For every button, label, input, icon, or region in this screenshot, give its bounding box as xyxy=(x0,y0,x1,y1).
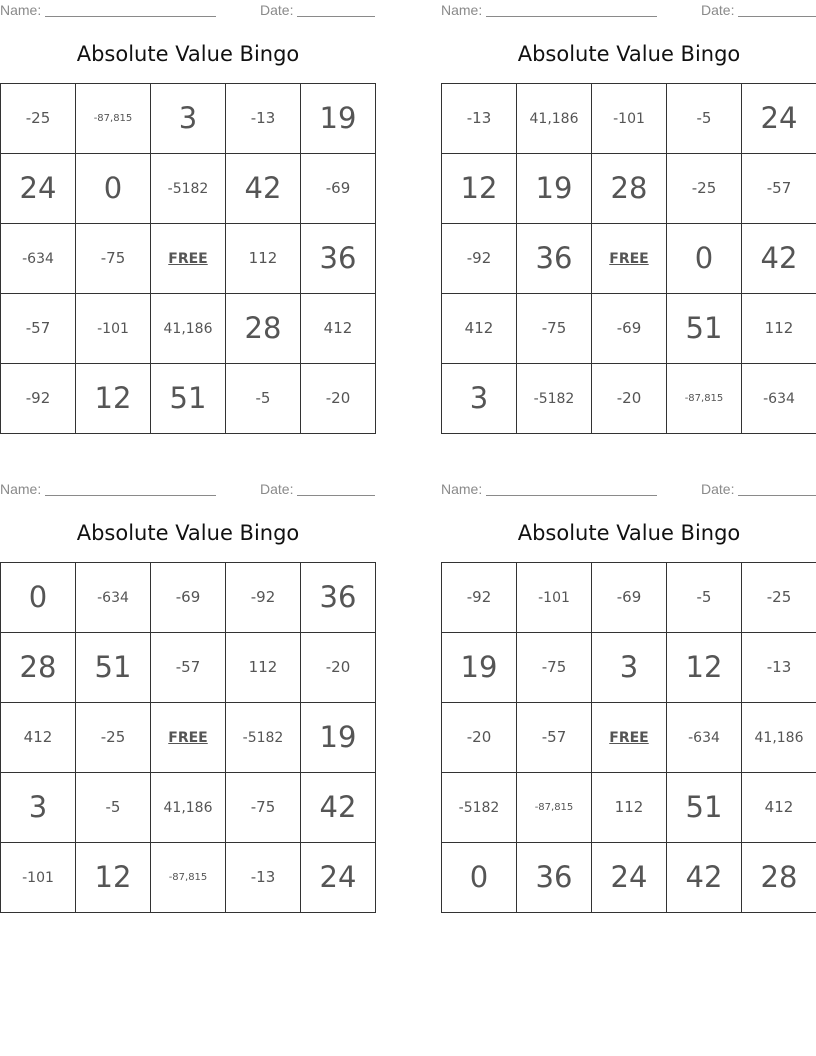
bingo-grid xyxy=(441,83,816,434)
name-date-header xyxy=(441,2,816,20)
card-title: Absolute Value Bingo xyxy=(76,521,300,545)
bingo-cell[interactable]: 42 xyxy=(742,224,816,294)
bingo-cell[interactable]: 42 xyxy=(667,843,742,913)
bingo-cell[interactable]: -101 xyxy=(592,84,667,154)
bingo-cell[interactable]: -75 xyxy=(517,633,592,703)
date-label: Date: xyxy=(260,481,294,497)
bingo-cell[interactable]: -13 xyxy=(442,84,517,154)
bingo-cell[interactable]: 412 xyxy=(742,773,816,843)
bingo-cell[interactable]: -25 xyxy=(1,84,76,154)
bingo-cell[interactable]: -57 xyxy=(151,633,226,703)
bingo-cell[interactable]: -634 xyxy=(667,703,742,773)
bingo-row xyxy=(1,843,376,913)
bingo-cell[interactable]: -57 xyxy=(517,703,592,773)
bingo-card-2 xyxy=(441,0,816,440)
bingo-cell[interactable]: 41,186 xyxy=(517,84,592,154)
name-label: Name: xyxy=(0,481,42,497)
bingo-cell[interactable]: 3 xyxy=(1,773,76,843)
date-blank[interactable] xyxy=(738,495,816,496)
bingo-cell[interactable]: 41,186 xyxy=(151,294,226,364)
bingo-cell[interactable]: -5 xyxy=(226,364,301,434)
bingo-cell[interactable]: -13 xyxy=(226,84,301,154)
date-blank[interactable] xyxy=(297,16,375,17)
bingo-cell[interactable]: -20 xyxy=(442,703,517,773)
bingo-cell[interactable]: -13 xyxy=(226,843,301,913)
bingo-cell[interactable]: -92 xyxy=(226,563,301,633)
bingo-row xyxy=(442,633,816,703)
bingo-cell[interactable]: 3 xyxy=(592,633,667,703)
bingo-row xyxy=(1,563,376,633)
bingo-cell[interactable]: -634 xyxy=(1,224,76,294)
bingo-cell[interactable]: -69 xyxy=(301,154,376,224)
card-title: Absolute Value Bingo xyxy=(76,42,300,66)
bingo-cell[interactable]: 28 xyxy=(226,294,301,364)
bingo-grid xyxy=(0,562,376,913)
bingo-cell[interactable]: 19 xyxy=(301,703,376,773)
bingo-cell[interactable]: -634 xyxy=(742,364,816,434)
bingo-cell[interactable]: 3 xyxy=(151,84,226,154)
bingo-cell[interactable]: -69 xyxy=(592,294,667,364)
bingo-cell[interactable]: -20 xyxy=(301,364,376,434)
bingo-cell[interactable]: -5182 xyxy=(517,364,592,434)
name-date-header xyxy=(0,481,376,499)
bingo-cell[interactable]: 0 xyxy=(76,154,151,224)
bingo-cell[interactable]: 28 xyxy=(592,154,667,224)
bingo-cell[interactable]: -25 xyxy=(667,154,742,224)
bingo-cell[interactable]: 51 xyxy=(667,773,742,843)
bingo-row xyxy=(442,364,816,434)
bingo-cell[interactable]: 41,186 xyxy=(742,703,816,773)
bingo-row xyxy=(1,294,376,364)
bingo-cell[interactable]: 36 xyxy=(301,224,376,294)
bingo-cell[interactable]: 12 xyxy=(76,364,151,434)
bingo-cell[interactable]: -5182 xyxy=(442,773,517,843)
name-blank[interactable] xyxy=(486,16,657,17)
bingo-cell[interactable]: 36 xyxy=(517,224,592,294)
free-space-cell[interactable]: FREE xyxy=(592,703,667,773)
name-label: Name: xyxy=(441,481,483,497)
bingo-cell[interactable]: -57 xyxy=(742,154,816,224)
date-label: Date: xyxy=(701,2,735,18)
bingo-cell[interactable]: 112 xyxy=(226,224,301,294)
free-space-cell[interactable]: FREE xyxy=(151,703,226,773)
bingo-row xyxy=(442,224,816,294)
bingo-cell[interactable]: -87,815 xyxy=(667,364,742,434)
bingo-card-3 xyxy=(0,479,376,919)
bingo-card-4 xyxy=(441,479,816,919)
bingo-cell[interactable]: -101 xyxy=(517,563,592,633)
name-label: Name: xyxy=(0,2,42,18)
bingo-cell[interactable]: 36 xyxy=(301,563,376,633)
bingo-cell[interactable]: -69 xyxy=(151,563,226,633)
bingo-cell[interactable]: 412 xyxy=(1,703,76,773)
name-date-header xyxy=(441,481,816,499)
bingo-row xyxy=(442,703,816,773)
card-title: Absolute Value Bingo xyxy=(517,42,741,66)
bingo-row xyxy=(1,84,376,154)
bingo-cell[interactable]: -20 xyxy=(301,633,376,703)
bingo-cell[interactable]: 24 xyxy=(742,84,816,154)
bingo-cell[interactable]: 42 xyxy=(226,154,301,224)
bingo-cell[interactable]: 12 xyxy=(442,154,517,224)
bingo-row xyxy=(1,773,376,843)
bingo-cell[interactable]: 51 xyxy=(151,364,226,434)
bingo-cell[interactable]: 24 xyxy=(592,843,667,913)
name-label: Name: xyxy=(441,2,483,18)
bingo-cell[interactable]: -75 xyxy=(76,224,151,294)
bingo-card-1 xyxy=(0,0,376,440)
bingo-cell[interactable]: 112 xyxy=(592,773,667,843)
bingo-cell[interactable]: -634 xyxy=(76,563,151,633)
bingo-cell[interactable]: -92 xyxy=(442,224,517,294)
bingo-cell[interactable]: 19 xyxy=(442,633,517,703)
bingo-cell[interactable]: -57 xyxy=(1,294,76,364)
bingo-cell[interactable]: 36 xyxy=(517,843,592,913)
bingo-cell[interactable]: -101 xyxy=(76,294,151,364)
bingo-cell[interactable]: 12 xyxy=(76,843,151,913)
bingo-cell[interactable]: 51 xyxy=(76,633,151,703)
bingo-cell[interactable]: -87,815 xyxy=(517,773,592,843)
bingo-grid xyxy=(441,562,816,913)
bingo-row xyxy=(442,84,816,154)
bingo-cell[interactable]: 12 xyxy=(667,633,742,703)
bingo-row xyxy=(442,294,816,364)
bingo-cell[interactable]: -25 xyxy=(742,563,816,633)
bingo-cell[interactable]: -5182 xyxy=(226,703,301,773)
bingo-row xyxy=(1,364,376,434)
bingo-row xyxy=(1,154,376,224)
bingo-cell[interactable]: -20 xyxy=(592,364,667,434)
bingo-cell[interactable]: 3 xyxy=(442,364,517,434)
bingo-cell[interactable]: 41,186 xyxy=(151,773,226,843)
bingo-cell[interactable]: 112 xyxy=(742,294,816,364)
bingo-cell[interactable]: -92 xyxy=(442,563,517,633)
bingo-cell[interactable]: 51 xyxy=(667,294,742,364)
name-date-header xyxy=(0,2,376,20)
bingo-cell[interactable]: -5182 xyxy=(151,154,226,224)
bingo-cell[interactable]: 19 xyxy=(517,154,592,224)
bingo-cell[interactable]: 28 xyxy=(1,633,76,703)
bingo-cell[interactable]: -13 xyxy=(742,633,816,703)
bingo-cell[interactable]: -5 xyxy=(667,84,742,154)
bingo-cell[interactable]: 28 xyxy=(742,843,816,913)
date-label: Date: xyxy=(260,2,294,18)
name-blank[interactable] xyxy=(486,495,657,496)
bingo-cell[interactable]: -75 xyxy=(226,773,301,843)
bingo-cell[interactable]: -25 xyxy=(76,703,151,773)
bingo-cell[interactable]: 24 xyxy=(1,154,76,224)
bingo-cell[interactable]: -87,815 xyxy=(76,84,151,154)
bingo-cell[interactable]: -69 xyxy=(592,563,667,633)
bingo-row xyxy=(1,633,376,703)
bingo-cell[interactable]: 19 xyxy=(301,84,376,154)
bingo-cell[interactable]: 0 xyxy=(1,563,76,633)
bingo-row xyxy=(442,843,816,913)
bingo-cell[interactable]: 0 xyxy=(667,224,742,294)
date-label: Date: xyxy=(701,481,735,497)
bingo-cell[interactable]: -75 xyxy=(517,294,592,364)
bingo-cell[interactable]: 24 xyxy=(301,843,376,913)
bingo-cell[interactable]: 112 xyxy=(226,633,301,703)
bingo-grid xyxy=(0,83,376,434)
free-space-cell[interactable]: FREE xyxy=(592,224,667,294)
bingo-cell[interactable]: -5 xyxy=(667,563,742,633)
bingo-cell[interactable]: 42 xyxy=(301,773,376,843)
bingo-cell[interactable]: 0 xyxy=(442,843,517,913)
bingo-row xyxy=(1,224,376,294)
bingo-cell[interactable]: 412 xyxy=(442,294,517,364)
name-blank[interactable] xyxy=(45,16,216,17)
bingo-cell[interactable]: -5 xyxy=(76,773,151,843)
free-space-cell[interactable]: FREE xyxy=(151,224,226,294)
date-blank[interactable] xyxy=(738,16,816,17)
bingo-row xyxy=(442,154,816,224)
bingo-row xyxy=(1,703,376,773)
date-blank[interactable] xyxy=(297,495,375,496)
card-title: Absolute Value Bingo xyxy=(517,521,741,545)
bingo-row xyxy=(442,563,816,633)
bingo-cell[interactable]: -92 xyxy=(1,364,76,434)
bingo-row xyxy=(442,773,816,843)
name-blank[interactable] xyxy=(45,495,216,496)
bingo-cell[interactable]: -87,815 xyxy=(151,843,226,913)
bingo-cell[interactable]: 412 xyxy=(301,294,376,364)
bingo-cell[interactable]: -101 xyxy=(1,843,76,913)
